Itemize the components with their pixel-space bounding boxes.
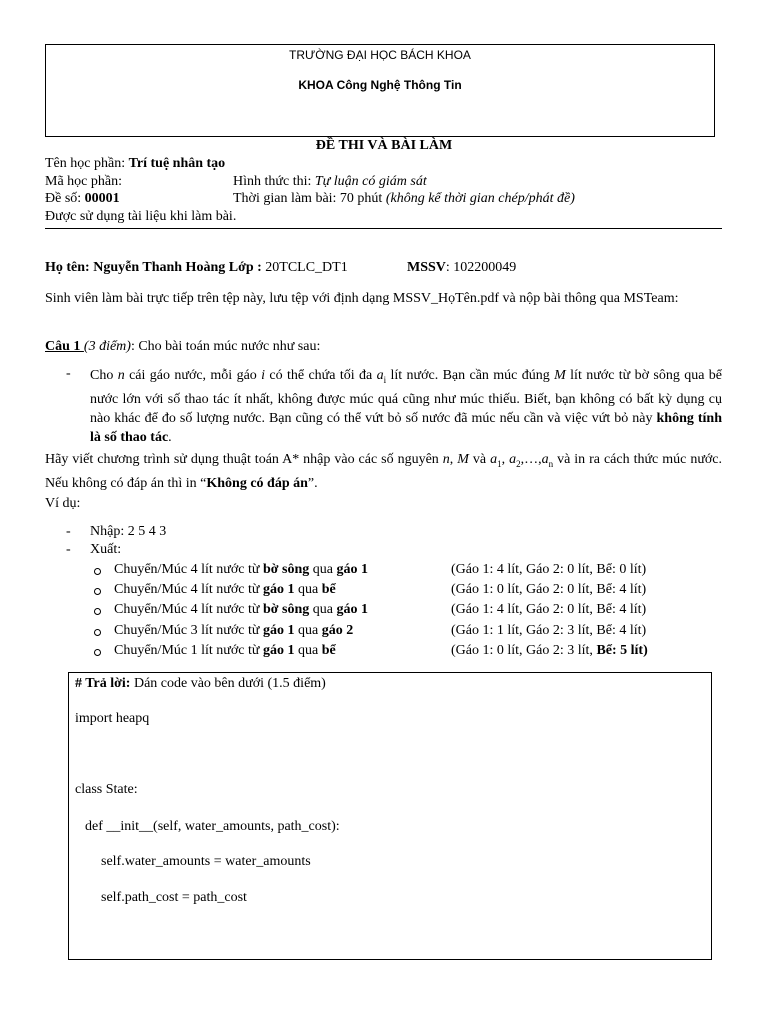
circle-bullet-icon (94, 629, 101, 636)
bullet-dash: - (66, 542, 71, 557)
circle-bullet-icon (94, 608, 101, 615)
student-id-value: : 102200049 (445, 260, 517, 275)
exam-format (233, 174, 427, 190)
question-heading (45, 339, 320, 355)
step-state: (Gáo 1: 4 lít, Gáo 2: 0 lít, Bể: 0 lít) (451, 562, 647, 577)
student-id (407, 260, 516, 276)
course-name: Trí tuệ nhân tạo (128, 156, 226, 171)
exam-time-label: Thời gian làm bài: 70 phút (233, 191, 386, 206)
task-description: Hãy viết chương trình sử dụng thuật toán A* nhập vào các số nguyên n, M và $a_1$, $a_2,\dots,a_n$ và in ra cách thức múc nước. Nếu không có đáp án thì in “Không có đáp án”. (45, 452, 723, 491)
materials-note: Được sử dụng tài liệu khi làm bài. (45, 209, 237, 224)
output-step: Chuyển/Múc 4 lít nước từ bờ sông qua gáo 1 (Gáo 1: 4 lít, Gáo 2: 0 lít, Bể: 4 lít) (114, 602, 368, 618)
code-line: class State: (75, 782, 138, 797)
exam-time-note: (không kể thời gian chép/phát đề) (385, 191, 575, 206)
example-output-label: Xuất: (90, 542, 122, 557)
problem-description: Cho n cái gáo nước, mỗi gáo i có thể chứa tối đa $a_i$ lít nước. Bạn cần múc đúng M lít nước từ bờ sông qua bể nước lớn với số thao tác ít nhất, không được múc quá cũng như múc thiếu. Biết, bạn không có bất kỳ dụng cụ nào khác để đo số lượng nước. Bạn cũng có thể vứt bỏ số nước đã múc nếu cần và việc vứt bỏ này không tính là số thao tác. (90, 368, 722, 445)
question-intro: : Cho bài toán múc nước như sau: (130, 339, 321, 354)
course-name-label: Tên học phần: (45, 156, 129, 171)
exam-number: 00001 (84, 191, 120, 206)
code-line: def __init__(self, water_amounts, path_cost): (85, 819, 340, 834)
exam-format-label: Hình thức thi: (233, 174, 315, 189)
output-step: Chuyển/Múc 3 lít nước từ gáo 1 qua gáo 2 (Gáo 1: 1 lít, Gáo 2: 3 lít, Bể: 4 lít) (114, 623, 353, 639)
exam-number-row (45, 191, 575, 207)
question-points: (3 điểm) (83, 339, 131, 354)
divider (45, 228, 722, 229)
output-step: Chuyển/Múc 4 lít nước từ gáo 1 qua bể (Gáo 1: 0 lít, Gáo 2: 0 lít, Bể: 4 lít) (114, 582, 336, 598)
student-class: 20TCLC_DT1 (261, 260, 348, 275)
question-label: Câu 1 (45, 339, 84, 354)
course-code-label: Mã học phần: (45, 174, 122, 189)
step-state: (Gáo 1: 0 lít, Gáo 2: 3 lít, Bể: 5 lít) (451, 643, 648, 658)
exam-format-value: Tự luận có giám sát (314, 174, 427, 189)
circle-bullet-icon (94, 588, 101, 595)
exam-number-label: Đề số: (45, 191, 85, 206)
course-code-row (45, 174, 427, 190)
code-line: self.path_cost = path_cost (101, 890, 247, 905)
student-info-row (45, 260, 517, 276)
circle-bullet-icon (94, 649, 101, 656)
code-line: import heapq (75, 711, 150, 726)
circle-bullet-icon (94, 568, 101, 575)
answer-label: # Trả lời: Dán code vào bên dưới (1.5 điểm) (75, 676, 326, 691)
school-header-box (45, 44, 715, 137)
step-state: (Gáo 1: 0 lít, Gáo 2: 0 lít, Bể: 4 lít) (451, 582, 647, 597)
example-label: Ví dụ: (45, 496, 81, 511)
course-name-row (45, 156, 225, 172)
exam-title: ĐỀ THI VÀ BÀI LÀM (315, 138, 453, 153)
output-step: Chuyển/Múc 4 lít nước từ bờ sông qua gáo 1 (Gáo 1: 4 lít, Gáo 2: 0 lít, Bể: 0 lít) (114, 562, 368, 578)
step-state: (Gáo 1: 4 lít, Gáo 2: 0 lít, Bể: 4 lít) (451, 602, 647, 617)
code-line: self.water_amounts = water_amounts (101, 854, 311, 869)
instruction-text: Sinh viên làm bài trực tiếp trên tệp này, lưu tệp với định dạng MSSV_HọTên.pdf và nộp bài thông qua MSTeam: (45, 291, 679, 306)
faculty-name: KHOA Công Nghệ Thông Tin (298, 78, 462, 92)
student-name: Họ tên: Nguyễn Thanh Hoàng Lớp : (45, 260, 262, 275)
exam-time (233, 191, 575, 207)
student-id-label: MSSV (407, 260, 446, 275)
example-input: Nhập: 2 5 4 3 (90, 524, 167, 539)
bullet-dash: - (66, 366, 71, 381)
bullet-dash: - (66, 524, 71, 539)
answer-box[interactable] (68, 672, 712, 960)
step-state: (Gáo 1: 1 lít, Gáo 2: 3 lít, Bể: 4 lít) (451, 623, 647, 638)
university-name: TRƯỜNG ĐẠI HỌC BÁCH KHOA (289, 48, 471, 62)
output-step: Chuyển/Múc 1 lít nước từ gáo 1 qua bể (Gáo 1: 0 lít, Gáo 2: 3 lít, Bể: 5 lít) (114, 643, 336, 659)
